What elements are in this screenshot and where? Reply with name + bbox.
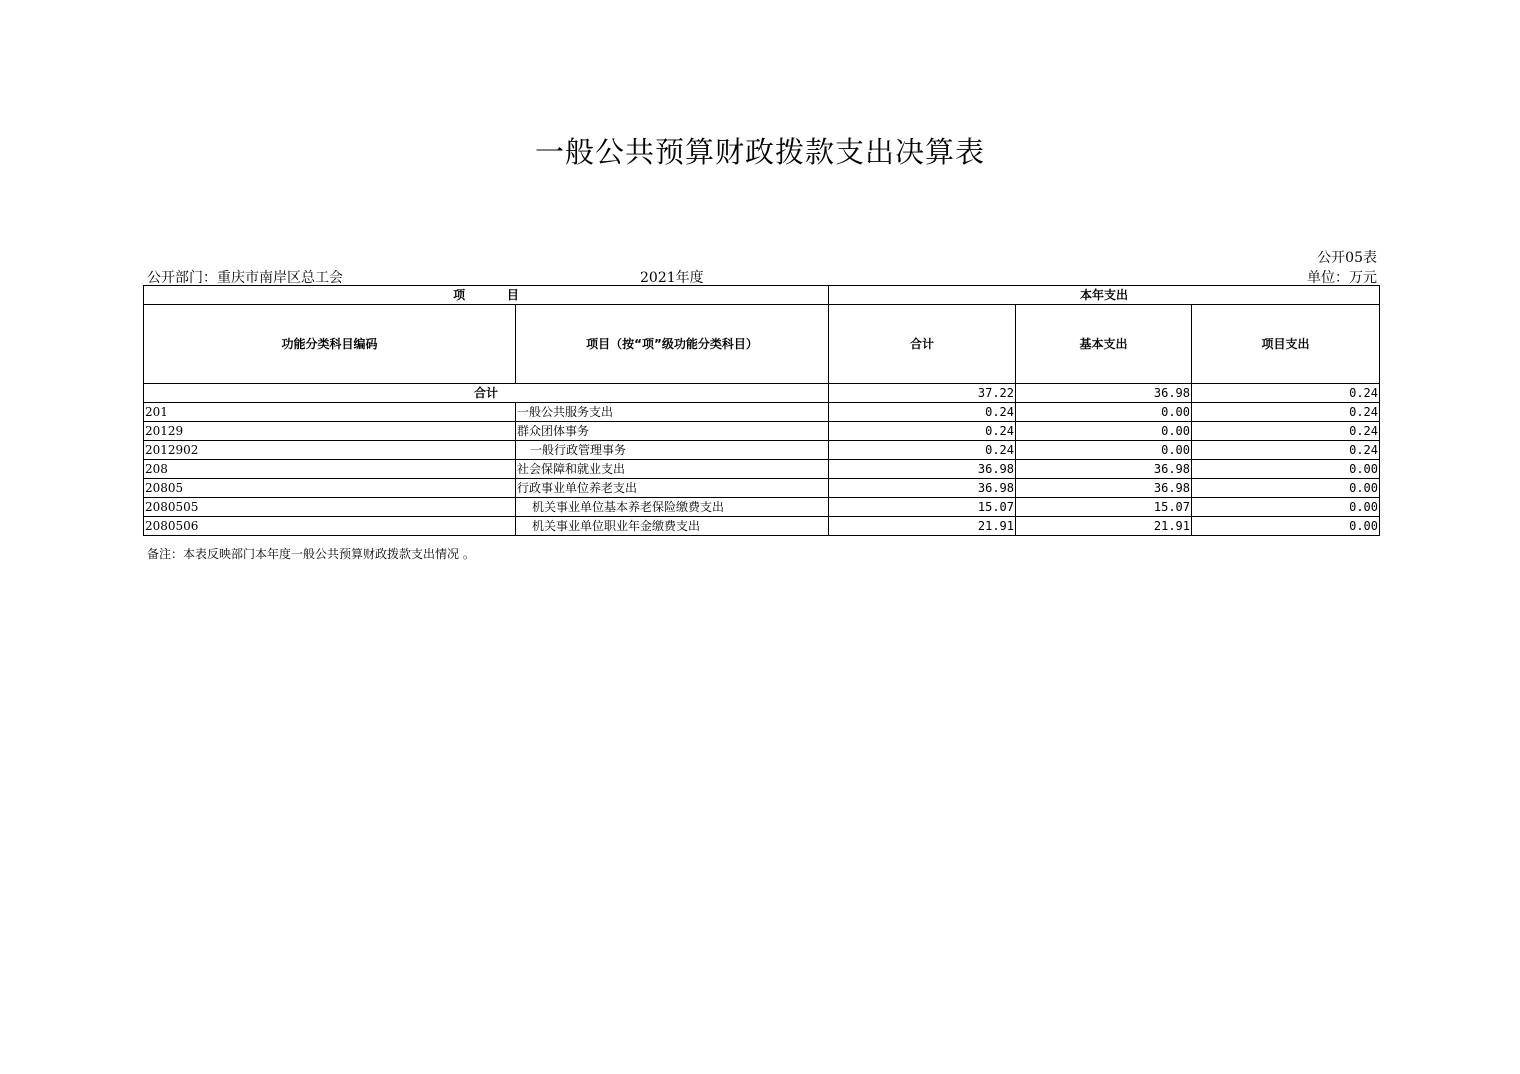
row-code: 2012902 [144,441,516,460]
row-basic: 0.00 [1016,441,1192,460]
total-amount: 37.22 [829,384,1016,403]
row-code: 2080505 [144,498,516,517]
table-header-row [144,286,1380,305]
row-total: 0.24 [829,403,1016,422]
form-number: 公开05表 [1317,250,1377,266]
row-name: 一般行政管理事务 [516,441,829,460]
row-code: 20129 [144,422,516,441]
row-project: 0.24 [1192,403,1380,422]
total-row [144,384,1380,403]
row-code: 20805 [144,479,516,498]
row-total: 0.24 [829,441,1016,460]
table-row [144,422,1380,441]
row-name: 群众团体事务 [516,422,829,441]
table-row [144,460,1380,479]
row-basic: 0.00 [1016,403,1192,422]
row-basic: 36.98 [1016,479,1192,498]
unit-label: 单位：万元 [1307,270,1377,286]
row-basic: 21.91 [1016,517,1192,536]
row-total: 0.24 [829,422,1016,441]
report-meta [147,267,1379,285]
row-code: 208 [144,460,516,479]
row-code: 201 [144,403,516,422]
column-header-total: 合计 [829,305,1016,384]
table-row [144,479,1380,498]
header-item: 项 目 [144,286,829,305]
table-row [144,498,1380,517]
row-project: 0.00 [1192,517,1380,536]
column-header-project: 项目支出 [1192,305,1380,384]
row-basic: 0.00 [1016,422,1192,441]
fiscal-year: 2021年度 [640,270,704,286]
column-header-basic: 基本支出 [1016,305,1192,384]
row-total: 36.98 [829,479,1016,498]
header-expense: 本年支出 [829,286,1380,305]
table-row [144,517,1380,536]
total-label: 合计 [144,384,829,403]
row-name: 一般公共服务支出 [516,403,829,422]
column-header-code: 功能分类科目编码 [144,305,516,384]
report-title: 一般公共预算财政拨款支出决算表 [534,135,985,169]
row-project: 0.24 [1192,441,1380,460]
row-code: 2080506 [144,517,516,536]
row-project: 0.00 [1192,498,1380,517]
row-name: 机关事业单位基本养老保险缴费支出 [516,498,829,517]
row-total: 36.98 [829,460,1016,479]
total-project: 0.24 [1192,384,1380,403]
department-label: 公开部门：重庆市南岸区总工会 [147,270,343,286]
row-basic: 36.98 [1016,460,1192,479]
row-total: 15.07 [829,498,1016,517]
table-column-header-row [144,305,1380,384]
row-project: 0.24 [1192,422,1380,441]
row-total: 21.91 [829,517,1016,536]
table-row [144,441,1380,460]
footnote: 备注：本表反映部门本年度一般公共预算财政拨款支出情况 。 [147,547,475,561]
row-project: 0.00 [1192,479,1380,498]
row-name: 社会保障和就业支出 [516,460,829,479]
row-name: 行政事业单位养老支出 [516,479,829,498]
row-name: 机关事业单位职业年金缴费支出 [516,517,829,536]
table-row [144,403,1380,422]
row-project: 0.00 [1192,460,1380,479]
expenditure-table [143,285,1380,536]
row-basic: 15.07 [1016,498,1192,517]
total-basic: 36.98 [1016,384,1192,403]
column-header-name: 项目（按“项”级功能分类科目） [516,305,829,384]
